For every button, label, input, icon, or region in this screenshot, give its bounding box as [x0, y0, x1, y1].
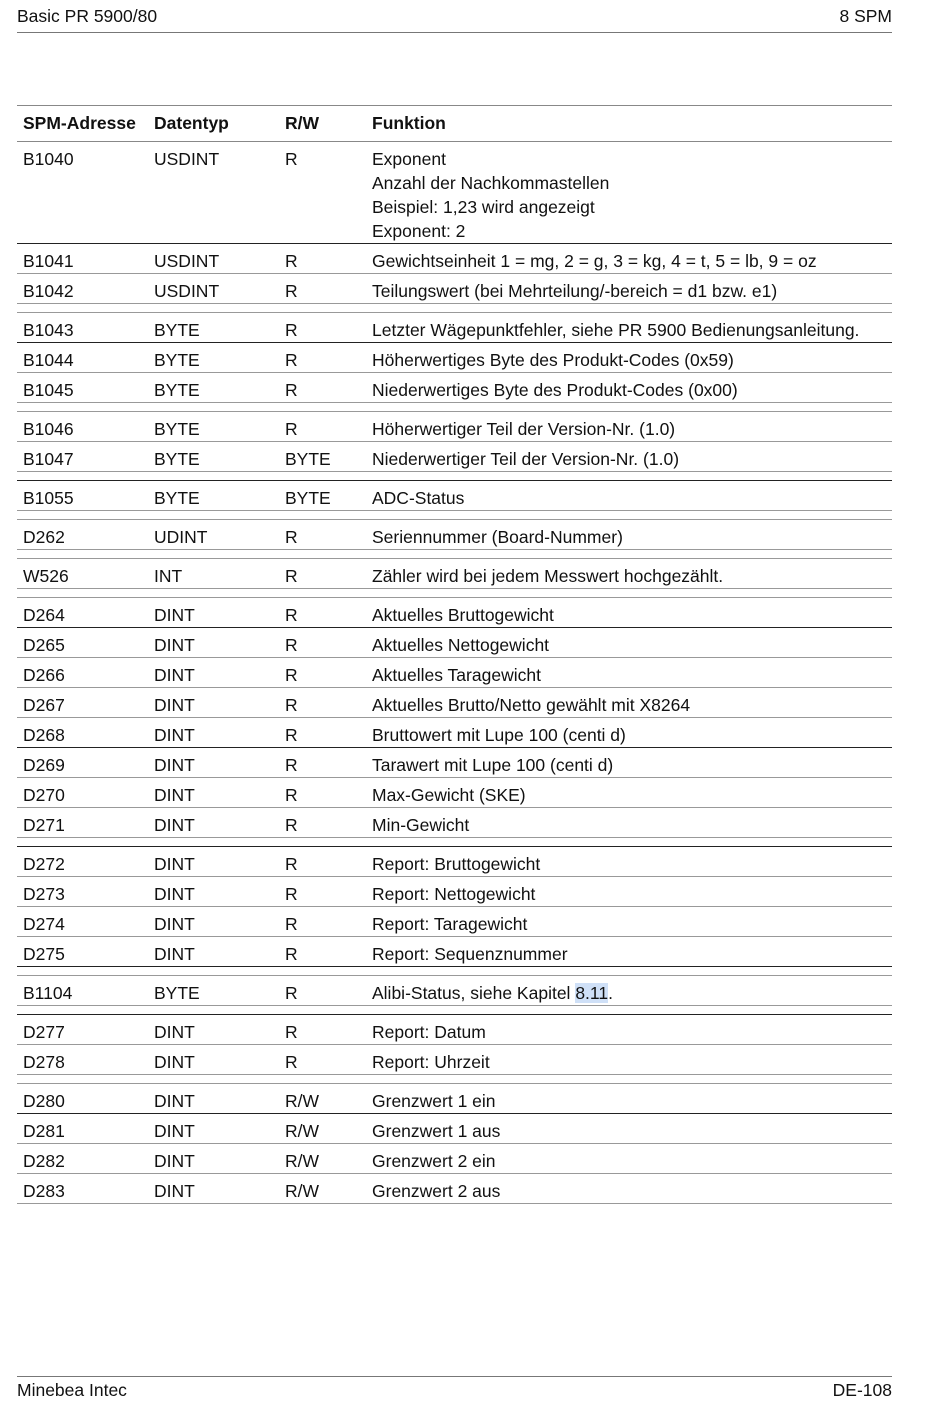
cell-rw: R [279, 658, 366, 688]
chapter-link[interactable]: 8.11 [575, 983, 609, 1003]
cell-address: W526 [17, 559, 148, 589]
cell-function: Höherwertiges Byte des Produkt-Codes (0x59) [366, 343, 892, 373]
table-row [17, 559, 892, 589]
function-line: Exponent [372, 149, 446, 169]
cell-address: B1042 [17, 274, 148, 304]
cell-function: Report: Uhrzeit [366, 1045, 892, 1075]
group-spacer [17, 589, 892, 598]
cell-datatype: DINT [148, 1015, 279, 1045]
table-row [17, 718, 892, 748]
group-spacer [17, 304, 892, 313]
cell-rw: R [279, 373, 366, 403]
table-row [17, 1015, 892, 1045]
cell-rw: R [279, 976, 366, 1006]
table-row [17, 244, 892, 274]
cell-datatype: BYTE [148, 412, 279, 442]
cell-datatype: DINT [148, 1045, 279, 1075]
cell-function [366, 142, 892, 244]
cell-function: Report: Sequenznummer [366, 937, 892, 967]
cell-function: Grenzwert 2 aus [366, 1174, 892, 1204]
cell-function: Seriennummer (Board-Nummer) [366, 520, 892, 550]
cell-address: D269 [17, 748, 148, 778]
cell-function: Höherwertiger Teil der Version-Nr. (1.0) [366, 412, 892, 442]
table-row [17, 658, 892, 688]
column-header-function: Funktion [366, 106, 892, 142]
cell-datatype: DINT [148, 1084, 279, 1114]
table-header-row [17, 106, 892, 142]
cell-datatype: DINT [148, 937, 279, 967]
cell-function: Gewichtseinheit 1 = mg, 2 = g, 3 = kg, 4 = t, 5 = lb, 9 = oz [366, 244, 892, 274]
table-row [17, 937, 892, 967]
cell-address: D282 [17, 1144, 148, 1174]
cell-rw: R [279, 1045, 366, 1075]
table-row [17, 274, 892, 304]
cell-datatype: BYTE [148, 442, 279, 472]
cell-function: Aktuelles Taragewicht [366, 658, 892, 688]
function-line: Beispiel: 1,23 wird angezeigt [372, 197, 595, 217]
cell-address: B1047 [17, 442, 148, 472]
cell-rw: R [279, 343, 366, 373]
table-row [17, 520, 892, 550]
cell-function: Max-Gewicht (SKE) [366, 778, 892, 808]
cell-function: Report: Nettogewicht [366, 877, 892, 907]
cell-rw: R [279, 778, 366, 808]
page-header [17, 0, 892, 33]
table-row [17, 373, 892, 403]
cell-address: D271 [17, 808, 148, 838]
table-row [17, 412, 892, 442]
cell-datatype: DINT [148, 778, 279, 808]
cell-function: Zähler wird bei jedem Messwert hochgezählt. [366, 559, 892, 589]
group-spacer [17, 472, 892, 481]
cell-function: Report: Datum [366, 1015, 892, 1045]
cell-address: D275 [17, 937, 148, 967]
cell-function: Letzter Wägepunktfehler, siehe PR 5900 Bedienungsanleitung. [366, 313, 892, 343]
group-spacer [17, 511, 892, 520]
cell-datatype: USDINT [148, 274, 279, 304]
table-row [17, 142, 892, 244]
cell-rw: R [279, 1015, 366, 1045]
cell-rw: R [279, 313, 366, 343]
cell-function: Tarawert mit Lupe 100 (centi d) [366, 748, 892, 778]
cell-address: D277 [17, 1015, 148, 1045]
table-row [17, 1114, 892, 1144]
cell-function: Report: Bruttogewicht [366, 847, 892, 877]
cell-address: B1046 [17, 412, 148, 442]
cell-address: D273 [17, 877, 148, 907]
cell-address: B1055 [17, 481, 148, 511]
cell-address: B1044 [17, 343, 148, 373]
cell-datatype: USDINT [148, 244, 279, 274]
cell-rw: R [279, 628, 366, 658]
table-row [17, 877, 892, 907]
cell-function: Grenzwert 1 ein [366, 1084, 892, 1114]
cell-address: D272 [17, 847, 148, 877]
cell-address: B1040 [17, 142, 148, 244]
cell-datatype: DINT [148, 808, 279, 838]
table-row [17, 976, 892, 1006]
cell-datatype: DINT [148, 847, 279, 877]
cell-datatype: DINT [148, 907, 279, 937]
cell-rw: BYTE [279, 442, 366, 472]
cell-rw: R [279, 877, 366, 907]
cell-address: D266 [17, 658, 148, 688]
group-spacer [17, 403, 892, 412]
table-row [17, 343, 892, 373]
cell-address: D280 [17, 1084, 148, 1114]
cell-rw: R/W [279, 1174, 366, 1204]
cell-rw: R [279, 937, 366, 967]
cell-address: B1043 [17, 313, 148, 343]
cell-rw: R [279, 244, 366, 274]
group-spacer [17, 967, 892, 976]
table-row [17, 847, 892, 877]
cell-address: D281 [17, 1114, 148, 1144]
function-text: Alibi-Status, siehe Kapitel [372, 983, 576, 1003]
cell-datatype: DINT [148, 1174, 279, 1204]
cell-datatype: BYTE [148, 343, 279, 373]
cell-datatype: DINT [148, 628, 279, 658]
column-header-datatype: Datentyp [148, 106, 279, 142]
cell-function: ADC-Status [366, 481, 892, 511]
cell-datatype: DINT [148, 748, 279, 778]
function-text-suffix: . [608, 983, 613, 1003]
table-row [17, 1084, 892, 1114]
document-title: Basic PR 5900/80 [17, 5, 158, 26]
table-row [17, 598, 892, 628]
cell-rw: R [279, 598, 366, 628]
table-row [17, 808, 892, 838]
table-row [17, 628, 892, 658]
spm-table-container [17, 105, 892, 1204]
function-line: Exponent: 2 [372, 221, 466, 241]
cell-address: D265 [17, 628, 148, 658]
cell-rw: R [279, 520, 366, 550]
cell-function: Report: Taragewicht [366, 907, 892, 937]
column-header-address: SPM-Adresse [17, 106, 148, 142]
cell-address: D270 [17, 778, 148, 808]
chapter-title: 8 SPM [839, 5, 892, 26]
cell-address: D264 [17, 598, 148, 628]
table-row [17, 1045, 892, 1075]
cell-function: Aktuelles Bruttogewicht [366, 598, 892, 628]
company-name: Minebea Intec [17, 1380, 127, 1400]
cell-datatype: DINT [148, 718, 279, 748]
cell-function [366, 976, 892, 1006]
cell-function: Niederwertiges Byte des Produkt-Codes (0x00) [366, 373, 892, 403]
page-number: DE-108 [832, 1380, 892, 1400]
cell-function: Min-Gewicht [366, 808, 892, 838]
group-spacer [17, 550, 892, 559]
cell-rw: R [279, 718, 366, 748]
cell-rw: R [279, 907, 366, 937]
cell-datatype: DINT [148, 688, 279, 718]
cell-rw: R [279, 142, 366, 244]
cell-datatype: BYTE [148, 481, 279, 511]
cell-rw: R [279, 847, 366, 877]
table-row [17, 481, 892, 511]
cell-rw: R [279, 808, 366, 838]
cell-function: Bruttowert mit Lupe 100 (centi d) [366, 718, 892, 748]
cell-datatype: BYTE [148, 373, 279, 403]
cell-datatype: DINT [148, 658, 279, 688]
cell-datatype: DINT [148, 1114, 279, 1144]
table-row [17, 907, 892, 937]
cell-address: B1041 [17, 244, 148, 274]
group-spacer [17, 838, 892, 847]
table-row [17, 1144, 892, 1174]
table-row [17, 778, 892, 808]
cell-rw: R/W [279, 1144, 366, 1174]
table-row [17, 442, 892, 472]
cell-rw: R/W [279, 1084, 366, 1114]
cell-datatype: USDINT [148, 142, 279, 244]
table-row [17, 688, 892, 718]
cell-datatype: DINT [148, 877, 279, 907]
cell-rw: R [279, 559, 366, 589]
group-spacer [17, 1075, 892, 1084]
cell-address: D278 [17, 1045, 148, 1075]
table-row [17, 1174, 892, 1204]
cell-function: Grenzwert 2 ein [366, 1144, 892, 1174]
page-footer [17, 1376, 892, 1404]
cell-rw: R [279, 274, 366, 304]
cell-rw: R [279, 748, 366, 778]
cell-address: D283 [17, 1174, 148, 1204]
cell-datatype: BYTE [148, 313, 279, 343]
cell-address: D262 [17, 520, 148, 550]
cell-rw: BYTE [279, 481, 366, 511]
cell-datatype: UDINT [148, 520, 279, 550]
cell-function: Teilungswert (bei Mehrteilung/-bereich = d1 bzw. e1) [366, 274, 892, 304]
spm-address-table [17, 105, 892, 1204]
cell-datatype: DINT [148, 598, 279, 628]
cell-address: D274 [17, 907, 148, 937]
cell-function: Aktuelles Nettogewicht [366, 628, 892, 658]
cell-datatype: INT [148, 559, 279, 589]
cell-address: D267 [17, 688, 148, 718]
group-spacer [17, 1006, 892, 1015]
cell-function: Niederwertiger Teil der Version-Nr. (1.0) [366, 442, 892, 472]
cell-address: B1045 [17, 373, 148, 403]
table-row [17, 313, 892, 343]
function-line: Anzahl der Nachkommastellen [372, 173, 610, 193]
cell-rw: R/W [279, 1114, 366, 1144]
cell-rw: R [279, 412, 366, 442]
cell-address: B1104 [17, 976, 148, 1006]
column-header-rw: R/W [279, 106, 366, 142]
cell-address: D268 [17, 718, 148, 748]
cell-function: Grenzwert 1 aus [366, 1114, 892, 1144]
cell-function: Aktuelles Brutto/Netto gewählt mit X8264 [366, 688, 892, 718]
cell-rw: R [279, 688, 366, 718]
cell-datatype: BYTE [148, 976, 279, 1006]
cell-datatype: DINT [148, 1144, 279, 1174]
table-row [17, 748, 892, 778]
